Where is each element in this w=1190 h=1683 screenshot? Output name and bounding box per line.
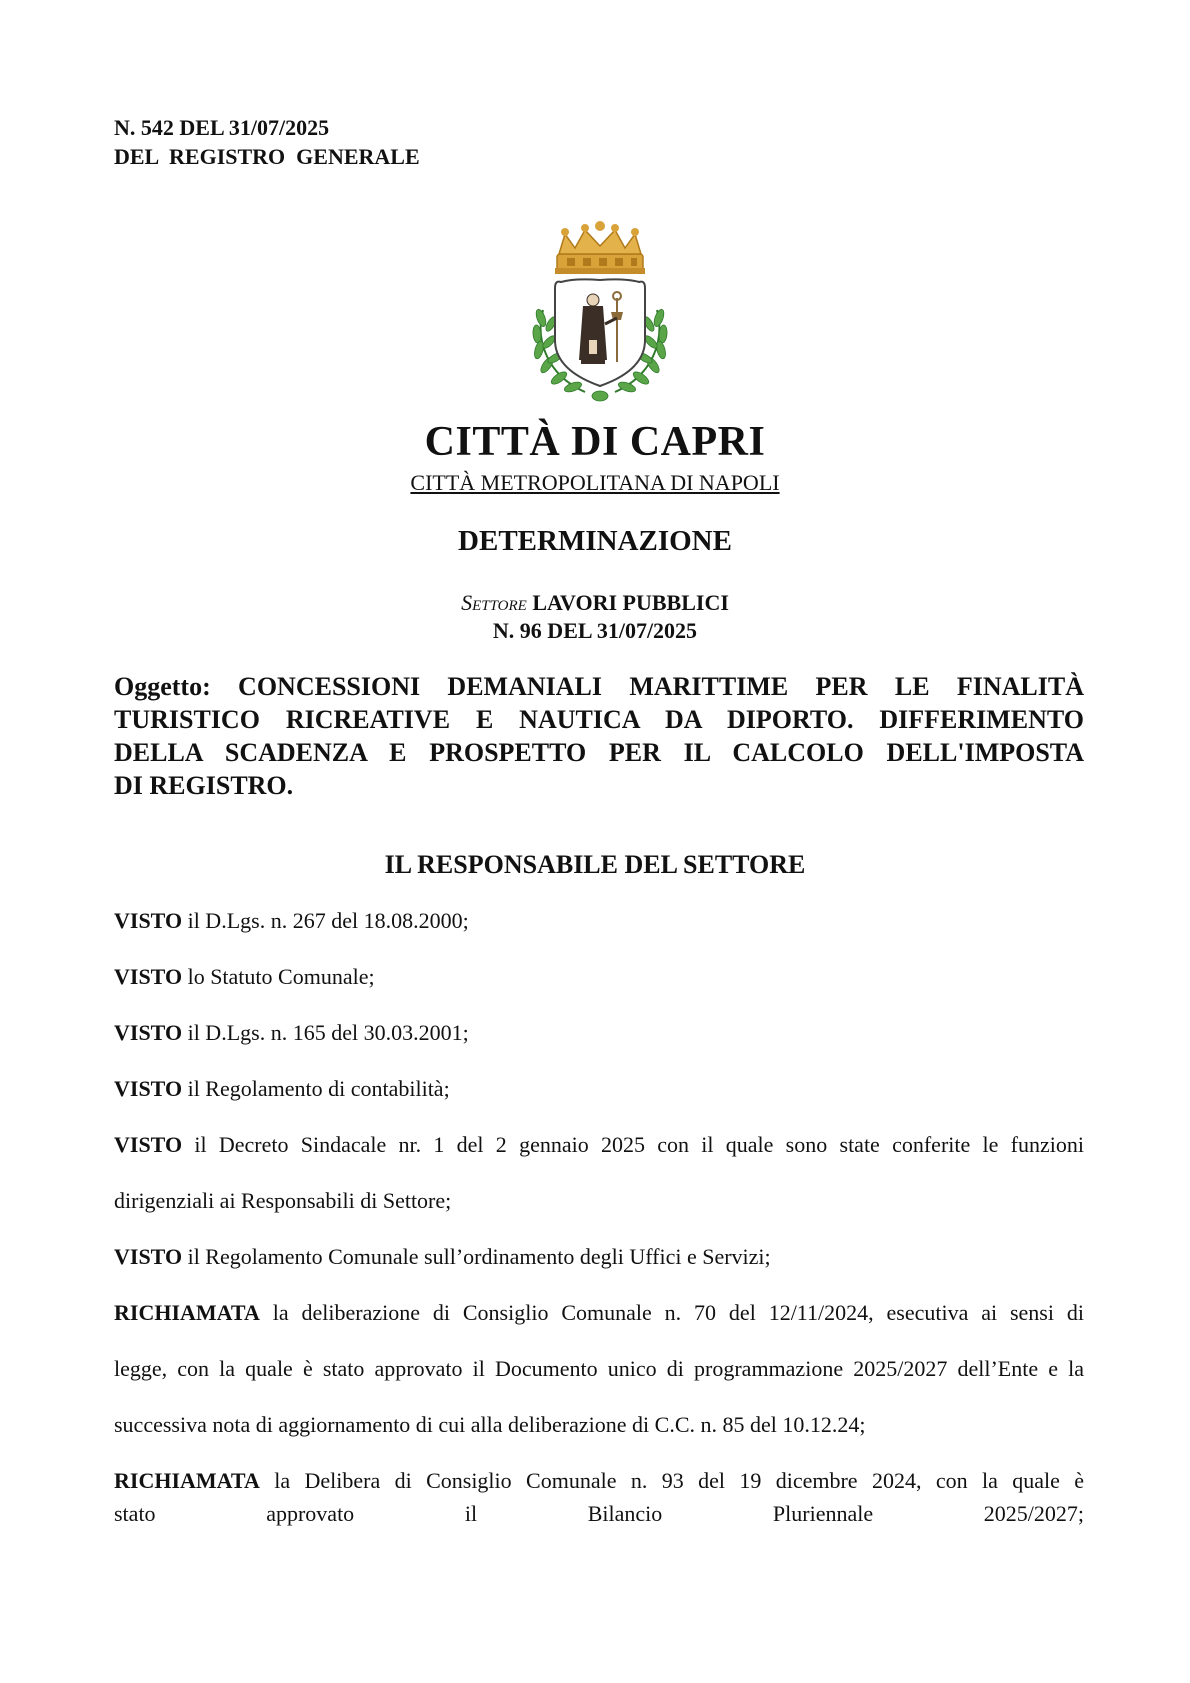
document-type: DETERMINAZIONE	[458, 525, 732, 557]
paragraph	[114, 1243, 1084, 1271]
paragraph	[114, 1131, 1084, 1159]
settore-line	[0, 590, 1190, 616]
paragraph-lead: VISTO	[114, 1244, 183, 1269]
paragraph-lead: VISTO	[114, 1076, 183, 1101]
paragraph-lead: RICHIAMATA	[114, 1300, 260, 1325]
paragraph	[114, 907, 1084, 935]
oggetto-line: TURISTICO RICREATIVE E NAUTICA DA DIPORTO. DIFFERIMENTO	[114, 705, 1084, 734]
paragraph-text: il Regolamento Comunale sull’ordinamento degli Uffici e Servizi;	[182, 1244, 771, 1269]
shield-icon	[555, 279, 645, 386]
paragraph-lead: VISTO	[114, 1020, 183, 1045]
paragraph-text: la Delibera di Consiglio Comunale n. 93 del 19 dicembre 2024, con la quale è	[259, 1468, 1084, 1493]
paragraph-continuation: legge, con la quale è stato approvato il Documento unico di programmazione 2025/2027 dell’Ente e la	[114, 1356, 1084, 1381]
responsabile-heading: IL RESPONSABILE DEL SETTORE	[384, 850, 806, 879]
paragraph-lead: VISTO	[114, 1132, 183, 1157]
paragraph	[114, 1019, 1084, 1047]
paragraph	[114, 1299, 1084, 1327]
metro-subtitle: CITTÀ METROPOLITANA DI NAPOLI	[410, 470, 780, 495]
paragraph-text: lo Statuto Comunale;	[182, 964, 375, 989]
oggetto-line: DELLA SCADENZA E PROSPETTO PER IL CALCOLO DELL'IMPOSTA	[114, 738, 1084, 767]
determina-numero: N. 96 DEL 31/07/2025	[492, 618, 698, 643]
paragraph	[114, 963, 1084, 991]
oggetto-block	[114, 670, 1084, 802]
registro-label: DEL REGISTRO GENERALE	[114, 144, 420, 169]
paragraph-continuation: dirigenziali ai Responsabili di Settore;	[114, 1188, 452, 1213]
capri-coat-of-arms-icon	[525, 220, 675, 410]
paragraph-lead: VISTO	[114, 908, 183, 933]
oggetto-line: DI REGISTRO.	[114, 771, 294, 800]
paragraph-text: il D.Lgs. n. 267 del 18.08.2000;	[182, 908, 469, 933]
city-title: CITTÀ DI CAPRI	[424, 419, 766, 465]
settore-label: Settore	[461, 590, 527, 615]
paragraph-continuation: successiva nota di aggiornamento di cui alla deliberazione di C.C. n. 85 del 10.12.24;	[114, 1412, 866, 1437]
paragraph-lead: VISTO	[114, 964, 183, 989]
crown-icon	[555, 221, 645, 274]
paragraph-text: il Decreto Sindacale nr. 1 del 2 gennaio 2025 con il quale sono state conferite le funzioni	[182, 1132, 1084, 1157]
paragraph-text: la deliberazione di Consiglio Comunale n. 70 del 12/11/2024, esecutiva ai sensi di	[259, 1300, 1084, 1325]
oggetto-line: Oggetto: CONCESSIONI DEMANIALI MARITTIME PER LE FINALITÀ	[114, 672, 1084, 701]
registro-generale	[114, 113, 420, 171]
paragraph-text: il Regolamento di contabilità;	[182, 1076, 450, 1101]
settore-name: LAVORI PUBBLICI	[526, 590, 729, 615]
paragraph	[114, 1467, 1084, 1495]
registro-numero: N. 542 DEL 31/07/2025	[114, 115, 330, 140]
paragraph	[114, 1075, 1084, 1103]
paragraph-text: il D.Lgs. n. 165 del 30.03.2001;	[182, 1020, 469, 1045]
paragraph-lead: RICHIAMATA	[114, 1468, 260, 1493]
paragraph-continuation: stato approvato il Bilancio Pluriennale 2025/2027;	[114, 1501, 1084, 1526]
